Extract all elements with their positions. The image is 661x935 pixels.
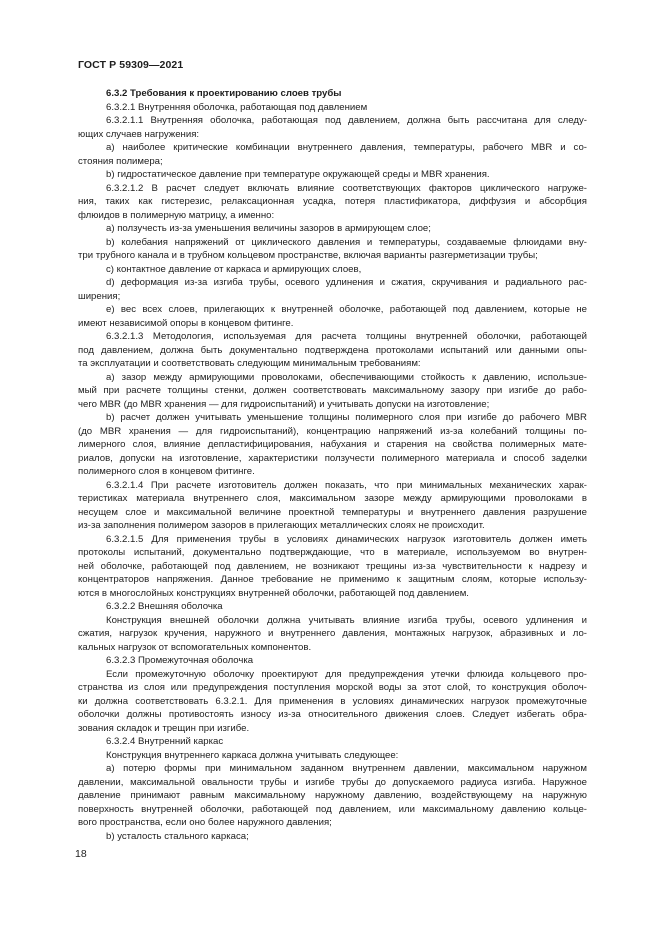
text-line: d) деформация из-за изгиба трубы, осевого удлинения и сжатия, скручивания и радиального рас- bbox=[106, 277, 587, 288]
text-line: чего MBR (до MBR хранения — для гидроиспытаний) и учитывать допуски на изготовление; bbox=[78, 398, 490, 410]
text-line: 6.3.2.1.5 Для применения трубы в условиях динамических нагрузок изготовитель должен иметь bbox=[106, 533, 587, 545]
text-line: странства из слоя или предупреждения поступления морской воды за этот слой, то конструкция оболоч- bbox=[78, 682, 587, 693]
text-line: зования складок и трещин при изгибе. bbox=[78, 722, 250, 734]
text-line: флюидов в полимерную матрицу, а именно: bbox=[78, 209, 275, 221]
text-line: протоколы испытаний, документально подтверждающие, что в материале, используемом во внутрен- bbox=[78, 547, 587, 558]
text-line: полимерного слоя в концевом фитинге. bbox=[78, 466, 255, 477]
text-line: Конструкция внешней оболочки должна учитывать влияние изгиба трубы, осевого удлинения и bbox=[106, 614, 587, 626]
text-line: из-за заполнения полимером зазоров в прилегающих металлических слоях не происходит. bbox=[78, 520, 485, 531]
text-line: мый при расчете толщины стенки, должен соответствовать максимальному зазору при изгибе до рабо- bbox=[78, 385, 587, 396]
page-number: 18 bbox=[75, 848, 87, 860]
subsection-heading: 6.3.2.1 Внутренняя оболочка, работающая под давлением bbox=[106, 101, 368, 113]
text-line: имеют независимой опоры в концевом фитинге. bbox=[78, 317, 294, 329]
text-line: (до MBR хранения — для гидроиспытаний), концентрацию напряжений из-за колебаний толщины по- bbox=[78, 425, 587, 437]
text-line: b) расчет должен учитывать уменьшение толщины полимерного слоя при изгибе до рабочего MBR bbox=[106, 412, 587, 423]
text-line: поверхность внутренней оболочки, работающей под давлением, или максимальному давлению кольце- bbox=[78, 803, 587, 815]
text-line: ней оболочке, работающей под давлением, не возникают трещины из-за чувствительности к надрезу и bbox=[78, 560, 587, 572]
text-line: 6.3.2.1.4 При расчете изготовитель должен показать, что при минимальных механических харак- bbox=[106, 479, 587, 491]
text-line: а) наиболее критические комбинации внутреннего давления, температуры, рабочего MBR и со- bbox=[106, 142, 587, 153]
text-line: три трубного канала и в трубном кольцевом пространстве, включая варианты разгерметизации трубы; bbox=[78, 250, 538, 261]
subsection-heading: 6.3.2.3 Промежуточная оболочка bbox=[106, 655, 254, 666]
text-line: ющих случаев нагружения: bbox=[78, 128, 200, 140]
text-line: а) зазор между армирующими проволоками, обеспечивающими стойкость к давлению, использue- bbox=[106, 371, 587, 383]
subsection-heading: 6.3.2.2 Внешняя оболочка bbox=[106, 601, 223, 612]
text-line: ния, таких как гистерезис, релаксационная усадка, потеря пластификатора, диффузия и абсорбция bbox=[78, 196, 587, 207]
text-line: теристиках материала внутреннего слоя, максимальном зазоре между армирующими проволоками в bbox=[78, 493, 587, 504]
text-line: b) гидростатическое давление при температуре окружающей среды и MBR хранения. bbox=[106, 169, 490, 180]
text-line: сжатия, нагрузок кручения, наружного и внутреннего давления, монтажных нагрузок, абразивных и ло- bbox=[78, 628, 587, 639]
text-line: та эксплуатации и соответствовать следующим минимальным требованиям: bbox=[78, 358, 421, 369]
text-line: давлении, максимальной овальности трубы и изгибе трубы до допускаемого радиуса изгиба. Наружное bbox=[78, 776, 587, 788]
text-line: ки должна соответствовать 6.3.2.1. Для применения в условиях динамических нагрузок промежуточные bbox=[78, 695, 587, 707]
text-line: кальных нагрузок от вспомогательных компонентов. bbox=[78, 641, 312, 653]
subsection-heading: 6.3.2.4 Внутренний каркас bbox=[106, 736, 224, 747]
text-line: под давлением, должна быть документально подтверждена протоколами испытаний или данными опы- bbox=[78, 344, 587, 356]
text-line: c) контактное давление от каркаса и армирующих слоев, bbox=[106, 263, 362, 275]
text-line: 6.3.2.1.3 Методология, используемая для расчета толщины внутренней оболочки, работающей bbox=[106, 331, 587, 342]
text-line: лимерного слоя, влияние депластифицирования, набухания и старения на свойства полимерных мате- bbox=[78, 439, 587, 450]
document-header: ГОСТ Р 59309—2021 bbox=[78, 59, 184, 71]
text-line: e) вес всех слоев, прилегающих к внутренней оболочке, работающей под давлением, которые не bbox=[106, 304, 587, 315]
text-line: b) колебания напряжений от циклического давления и температуры, создаваемые флюидами вну- bbox=[106, 236, 587, 248]
text-line: Если промежуточную оболочку проектируют для предупреждения утечки флюида кольцевого про- bbox=[106, 668, 587, 680]
text-line: давление принимают равным максимальному наружному давлению, воздействующему на наружную bbox=[78, 790, 587, 801]
text-line: 6.3.2.1.2 В расчет следует включать влияние соответствующих факторов циклического нагруже- bbox=[106, 182, 587, 194]
text-line: риалов, допуски на изготовление, характеристики ползучести полимерного материала и способ заделки bbox=[78, 452, 587, 464]
text-line: несущем слое и максимальной величине проектной температуры и внутреннего давления разрушение bbox=[78, 506, 587, 518]
text-line: оболочки должны противостоять износу из-за относительного движения слоев. Следует избегать обра- bbox=[78, 709, 587, 720]
text-line: ются в многослойных конструкциях внутренней оболочки, работающей под давлением. bbox=[78, 587, 469, 599]
section-heading: 6.3.2 Требования к проектированию слоев трубы bbox=[106, 88, 342, 99]
text-line: b) усталость стального каркаса; bbox=[106, 830, 249, 842]
text-line: а) ползучесть из-за уменьшения величины зазоров в армирующем слое; bbox=[106, 223, 431, 234]
text-line: Конструкция внутреннего каркаса должна учитывать следующее: bbox=[106, 749, 399, 761]
text-line: концентраторов напряжения. Данное требование не применимо к защитным слоям, которые использу- bbox=[78, 574, 587, 585]
text-line: 6.3.2.1.1 Внутренняя оболочка, работающая под давлением, должна быть рассчитана для следу- bbox=[106, 115, 587, 126]
text-line: вого пространства, если оно более наружного давления; bbox=[78, 817, 332, 828]
text-line: стояния полимера; bbox=[78, 155, 163, 167]
text-line: ширения; bbox=[78, 290, 121, 302]
text-line: а) потерю формы при минимальном заданном внутреннем давлении, максимальном наружном bbox=[106, 763, 587, 774]
